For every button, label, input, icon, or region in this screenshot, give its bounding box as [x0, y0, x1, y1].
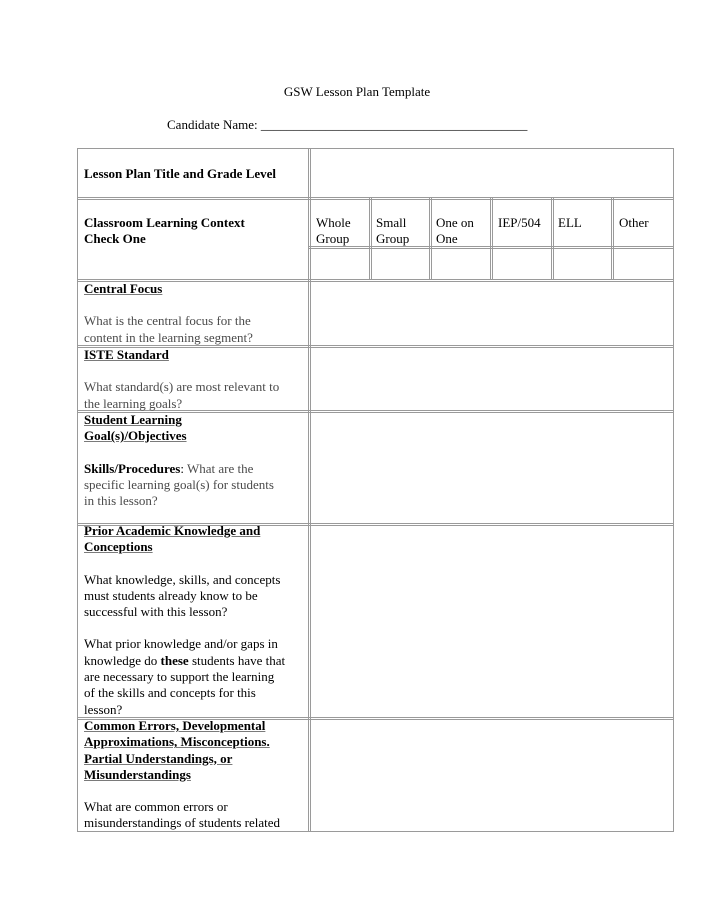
- central-focus-prompt-line2: content in the learning segment?: [84, 329, 253, 345]
- learning-goals-prompt-line1: What are the: [183, 460, 254, 476]
- candidate-name-line: [167, 117, 527, 133]
- iste-standard-prompt-line1: What standard(s) are most relevant to: [84, 379, 280, 395]
- common-errors-prompt-line2: misunderstandings of students related: [84, 815, 281, 831]
- learning-goals-prompt-line3: in this lesson?: [84, 493, 158, 509]
- prior-knowledge-prompt1-line2: must students already know to be: [84, 587, 258, 603]
- candidate-label: Candidate Name:: [167, 117, 258, 132]
- prior-knowledge-prompt1-line1: What knowledge, skills, and concepts: [84, 571, 281, 587]
- checkbox-cell-small-group[interactable]: [372, 250, 428, 278]
- prior-knowledge-prompt2-line2a: knowledge do: [84, 652, 161, 668]
- common-errors-label: [84, 718, 306, 832]
- iste-standard-field[interactable]: [311, 349, 671, 408]
- checkbox-cell-other[interactable]: [614, 250, 672, 278]
- central-focus-field[interactable]: [311, 283, 671, 343]
- classroom-context-line1: Classroom Learning Context: [84, 215, 245, 230]
- context-option-whole-group: [316, 215, 368, 248]
- prior-knowledge-prompt1-line3: successful with this lesson?: [84, 604, 228, 620]
- prior-knowledge-heading-line1: Prior Academic Knowledge and: [84, 523, 261, 538]
- learning-goals-field[interactable]: [311, 414, 671, 521]
- context-option-iep504: [498, 215, 552, 231]
- skills-colon: :: [180, 460, 184, 476]
- context-option-other: [619, 215, 671, 231]
- option-line1: ELL: [558, 215, 582, 230]
- option-line2: One: [436, 231, 458, 247]
- lesson-title-field[interactable]: [311, 151, 671, 195]
- lesson-plan-table: [77, 148, 674, 832]
- document-title: GSW Lesson Plan Template: [283, 84, 431, 99]
- checkbox-cell-one-on-one[interactable]: [432, 250, 489, 278]
- candidate-blank[interactable]: _________________________________________: [260, 117, 528, 132]
- common-errors-heading-line1: Common Errors, Developmental: [84, 718, 266, 733]
- prior-knowledge-prompt2-line5: lesson?: [84, 701, 123, 717]
- common-errors-heading-line2: Approximations, Misconceptions.: [84, 734, 270, 750]
- option-line1: Whole: [316, 215, 351, 230]
- checkbox-cell-whole-group[interactable]: [311, 250, 368, 278]
- option-line1: IEP/504: [498, 215, 541, 230]
- learning-goals-heading-line1: Student Learning: [84, 412, 182, 427]
- learning-goals-label: [84, 412, 306, 509]
- row-divider: [78, 197, 673, 200]
- learning-goals-prompt-line2: specific learning goal(s) for students: [84, 476, 274, 492]
- central-focus-label: [84, 281, 306, 346]
- context-option-small-group: [376, 215, 428, 248]
- classroom-context-line2: Check One: [84, 231, 146, 247]
- central-focus-prompt-line1: What is the central focus for the: [84, 313, 251, 329]
- context-option-one-on-one: [436, 215, 490, 248]
- skills-procedures-label: Skills/Procedures: [84, 460, 181, 476]
- prior-knowledge-emphasis: these: [160, 652, 189, 668]
- iste-standard-heading: ISTE Standard: [84, 347, 169, 362]
- common-errors-field[interactable]: [311, 721, 671, 831]
- classroom-context-label: [84, 215, 306, 248]
- option-line2: Group: [316, 231, 350, 247]
- prior-knowledge-prompt2-line2b: students have that: [188, 652, 286, 668]
- checkbox-cell-ell[interactable]: [554, 250, 610, 278]
- prior-knowledge-field[interactable]: [311, 527, 671, 715]
- prior-knowledge-prompt2-line3: are necessary to support the learning: [84, 669, 275, 685]
- checkbox-cell-iep504[interactable]: [493, 250, 550, 278]
- lesson-title-label: Lesson Plan Title and Grade Level: [84, 166, 277, 181]
- prior-knowledge-prompt2-line1: What prior knowledge and/or gaps in: [84, 636, 278, 652]
- iste-standard-prompt-line2: the learning goals?: [84, 395, 183, 411]
- option-line1: Small: [376, 215, 407, 230]
- common-errors-prompt-line1: What are common errors or: [84, 799, 228, 815]
- prior-knowledge-label: [84, 523, 306, 718]
- common-errors-heading-line4: Misunderstandings: [84, 766, 191, 782]
- context-option-ell: [558, 215, 610, 231]
- learning-goals-heading-line2: Goal(s)/Objectives: [84, 428, 187, 444]
- common-errors-heading-line3: Partial Understandings, or: [84, 750, 233, 766]
- prior-knowledge-heading-line2: Conceptions: [84, 539, 153, 555]
- prior-knowledge-prompt2-line4: of the skills and concepts for this: [84, 685, 256, 701]
- central-focus-heading: Central Focus: [84, 281, 163, 296]
- option-line1: One on: [436, 215, 474, 230]
- option-line2: Group: [376, 231, 410, 247]
- option-line1: Other: [619, 215, 649, 230]
- iste-standard-label: [84, 347, 306, 412]
